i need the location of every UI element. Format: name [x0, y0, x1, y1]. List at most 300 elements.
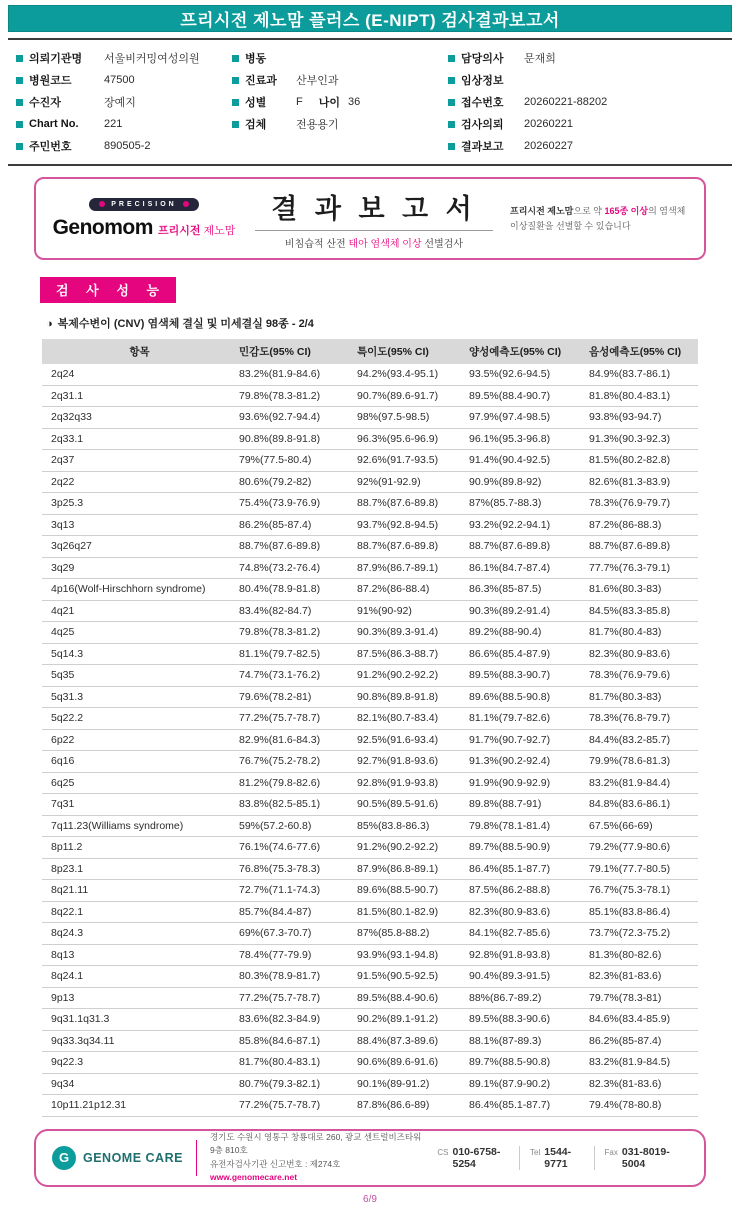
stat-cell: 96.1%(95.3-96.8): [467, 428, 587, 450]
item-name-cell: 3q13: [42, 514, 237, 536]
stat-cell: 91.3%(90.3-92.3): [587, 428, 698, 450]
stat-cell: 93.6%(92.7-94.4): [237, 407, 355, 429]
table-row: [42, 557, 698, 579]
contact-label: Fax: [604, 1147, 618, 1157]
stat-cell: 83.4%(82-84.7): [237, 600, 355, 622]
field-value: 221: [104, 118, 123, 130]
stat-cell: 90.4%(89.3-91.5): [467, 966, 587, 988]
stat-cell: 84.9%(83.7-86.1): [587, 364, 698, 385]
stat-cell: 87.8%(86.6-89): [355, 1095, 467, 1117]
field-label: 병원코드: [16, 72, 104, 88]
stat-cell: 80.3%(78.9-81.7): [237, 966, 355, 988]
stat-cell: 81.8%(80.4-83.1): [587, 385, 698, 407]
bullet-square-icon: [232, 55, 239, 62]
item-name-cell: 8q21.11: [42, 880, 237, 902]
stat-cell: 82.3%(80.9-83.6): [467, 901, 587, 923]
stat-cell: 78.3%(76.8-79.7): [587, 708, 698, 730]
stat-cell: 75.4%(73.9-76.9): [237, 493, 355, 515]
field-value: F: [296, 96, 303, 108]
stat-cell: 98%(97.5-98.5): [355, 407, 467, 429]
stat-cell: 73.7%(72.3-75.2): [587, 923, 698, 945]
stat-cell: 86.6%(85.4-87.9): [467, 643, 587, 665]
table-row: [42, 923, 698, 945]
stat-cell: 89.8%(88.7-91): [467, 794, 587, 816]
field-label: 검사의뢰: [448, 116, 524, 132]
contact-value: 010-6758-5254: [452, 1145, 501, 1170]
stat-cell: 86.4%(85.1-87.7): [467, 1095, 587, 1117]
stat-cell: 88.7%(87.6-89.8): [355, 493, 467, 515]
stat-cell: 79.6%(78.2-81): [237, 686, 355, 708]
badge-dot-icon: [99, 201, 105, 207]
stat-cell: 69%(67.3-70.7): [237, 923, 355, 945]
stat-cell: 74.7%(73.1-76.2): [237, 665, 355, 687]
address-line-1: 경기도 수원시 영통구 창룡대로 260, 광교 센트럴비즈타워 9층 810호: [209, 1132, 422, 1156]
patient-field: [16, 69, 232, 91]
table-row: [42, 686, 698, 708]
stat-cell: 88.7%(87.6-89.8): [237, 536, 355, 558]
patient-info-column-left: [16, 47, 232, 157]
stat-cell: 79.1%(77.7-80.5): [587, 858, 698, 880]
stat-cell: 89.1%(87.9-90.2): [467, 1073, 587, 1095]
header-sensitivity: 민감도(95% CI): [237, 339, 355, 364]
stat-cell: 97.9%(97.4-98.5): [467, 407, 587, 429]
performance-table: [42, 339, 698, 1117]
table-header-row: [42, 339, 698, 364]
patient-field: [232, 91, 448, 113]
stat-cell: 85%(83.8-86.3): [355, 815, 467, 837]
field-label: 의뢰기관명: [16, 50, 104, 66]
genome-care-logo: [52, 1146, 183, 1170]
bottom-group: [0, 1117, 740, 1208]
item-name-cell: 3p25.3: [42, 493, 237, 515]
stat-cell: 77.7%(76.3-79.1): [587, 557, 698, 579]
stat-cell: 81.1%(79.7-82.6): [467, 708, 587, 730]
patient-info-section: [8, 38, 732, 166]
patient-field: [16, 113, 232, 135]
footer-contacts: [427, 1146, 688, 1170]
stat-cell: 77.2%(75.7-78.7): [237, 1095, 355, 1117]
stat-cell: 88%(86.7-89.2): [467, 987, 587, 1009]
table-row: [42, 1073, 698, 1095]
stat-cell: 90.3%(89.2-91.4): [467, 600, 587, 622]
stat-cell: 82.3%(81-83.6): [587, 1073, 698, 1095]
stat-cell: 83.2%(81.9-84.5): [587, 1052, 698, 1074]
item-name-cell: 9q22.3: [42, 1052, 237, 1074]
stat-cell: 96.3%(95.6-96.9): [355, 428, 467, 450]
stat-cell: 79.2%(77.9-80.6): [587, 837, 698, 859]
cnv-note: ◑ 복제수변이 (CNV) 염색체 결실 및 미세결실 98종 - 2/4: [46, 318, 314, 330]
field-value: 36: [348, 96, 361, 108]
table-row: [42, 880, 698, 902]
field-value: 890505-2: [104, 140, 151, 152]
patient-info-column-right: [448, 47, 724, 157]
stat-cell: 88.7%(87.6-89.8): [467, 536, 587, 558]
footer-box: [34, 1129, 706, 1187]
stat-cell: 91.3%(90.2-92.4): [467, 751, 587, 773]
field-value: 20260221: [524, 118, 573, 130]
stat-cell: 92.7%(91.8-93.6): [355, 751, 467, 773]
stat-cell: 80.4%(78.9-81.8): [237, 579, 355, 601]
stat-cell: 79.9%(78.6-81.3): [587, 751, 698, 773]
stat-cell: 59%(57.2-60.8): [237, 815, 355, 837]
contact-fax: [594, 1146, 689, 1170]
stat-cell: 85.7%(84.4-87): [237, 901, 355, 923]
stat-cell: 89.5%(88.4-90.6): [355, 987, 467, 1009]
section-title-test-performance: 검 사 성 능: [40, 277, 176, 303]
genomom-logo: [50, 198, 238, 240]
patient-field: [448, 91, 724, 113]
item-name-cell: 5q14.3: [42, 643, 237, 665]
report-title: 프리시전 제노맘 플러스 (E-NIPT) 검사결과보고서: [180, 11, 560, 30]
field-label: 임상정보: [448, 72, 524, 88]
patient-field: [232, 69, 448, 91]
table-row: [42, 450, 698, 472]
banner-title-block: [238, 187, 510, 250]
item-name-cell: 7q11.23(Williams syndrome): [42, 815, 237, 837]
item-name-cell: 8q24.3: [42, 923, 237, 945]
stat-cell: 81.5%(80.1-82.9): [355, 901, 467, 923]
stat-cell: 82.9%(81.6-84.3): [237, 729, 355, 751]
item-name-cell: 9p13: [42, 987, 237, 1009]
table-row: [42, 1030, 698, 1052]
bullet-square-icon: [448, 77, 455, 84]
field-label: 담당의사: [448, 50, 524, 66]
item-name-cell: 6q25: [42, 772, 237, 794]
stat-cell: 89.6%(88.5-90.7): [355, 880, 467, 902]
stat-cell: 81.7%(80.3-83): [587, 686, 698, 708]
stat-cell: 84.6%(83.4-85.9): [587, 1009, 698, 1031]
bullet-square-icon: [448, 99, 455, 106]
patient-field: [448, 69, 724, 91]
stat-cell: 79.8%(78.3-81.2): [237, 622, 355, 644]
address-line-2: 유전자검사기관 신고번호 : 제274호: [209, 1158, 341, 1169]
stat-cell: 87.2%(86-88.4): [355, 579, 467, 601]
stat-cell: 83.2%(81.9-84.4): [587, 772, 698, 794]
field-label: 접수번호: [448, 94, 524, 110]
stat-cell: 90.9%(89.8-92): [467, 471, 587, 493]
stat-cell: 78.4%(77-79.9): [237, 944, 355, 966]
field-value: 20260227: [524, 140, 573, 152]
stat-cell: 88.1%(87-89.3): [467, 1030, 587, 1052]
stat-cell: 76.7%(75.3-78.1): [587, 880, 698, 902]
brand-wordmark: [53, 216, 236, 240]
patient-field: [232, 113, 448, 135]
field-label: 결과보고: [448, 138, 524, 154]
bullet-square-icon: [16, 55, 23, 62]
item-name-cell: 7q31: [42, 794, 237, 816]
stat-cell: 88.7%(87.6-89.8): [355, 536, 467, 558]
stat-cell: 76.1%(74.6-77.6): [237, 837, 355, 859]
field-label: 주민번호: [16, 138, 104, 154]
footer-divider: [196, 1140, 197, 1176]
table-row: [42, 471, 698, 493]
field-label: 나이: [318, 97, 340, 109]
item-name-cell: 5q22.2: [42, 708, 237, 730]
genome-care-logo-text: GENOME CARE: [83, 1150, 183, 1165]
stat-cell: 90.5%(89.5-91.6): [355, 794, 467, 816]
field-value: 전용용기: [296, 119, 339, 131]
field-label: 병동: [232, 50, 296, 66]
stat-cell: 81.2%(79.8-82.6): [237, 772, 355, 794]
stat-cell: 82.1%(80.7-83.4): [355, 708, 467, 730]
table-row: [42, 751, 698, 773]
stat-cell: 91.5%(90.5-92.5): [355, 966, 467, 988]
stat-cell: 89.7%(88.5-90.8): [467, 1052, 587, 1074]
stat-cell: 92.6%(91.7-93.5): [355, 450, 467, 472]
patient-field: [16, 91, 232, 113]
item-name-cell: 2q37: [42, 450, 237, 472]
item-name-cell: 2q31.1: [42, 385, 237, 407]
stat-cell: 88.4%(87.3-89.6): [355, 1030, 467, 1052]
stat-cell: 89.5%(88.3-90.7): [467, 665, 587, 687]
field-value: 문재희: [524, 53, 556, 65]
stat-cell: 92.8%(91.9-93.8): [355, 772, 467, 794]
stat-cell: 89.7%(88.5-90.9): [467, 837, 587, 859]
table-row: [42, 772, 698, 794]
stat-cell: 91.2%(90.2-92.2): [355, 665, 467, 687]
page-number: 6/9: [363, 1193, 377, 1205]
item-name-cell: 2q22: [42, 471, 237, 493]
field-label: 수진자: [16, 94, 104, 110]
item-name-cell: 4p16(Wolf-Hirschhorn syndrome): [42, 579, 237, 601]
stat-cell: 72.7%(71.1-74.3): [237, 880, 355, 902]
item-name-cell: 4q25: [42, 622, 237, 644]
precision-badge: [89, 198, 199, 211]
contact-value: 1544-9771: [544, 1145, 572, 1170]
stat-cell: 91.2%(90.2-92.2): [355, 837, 467, 859]
contact-tel: [519, 1146, 593, 1170]
stat-cell: 85.8%(84.6-87.1): [237, 1030, 355, 1052]
stat-cell: 79.8%(78.1-81.4): [467, 815, 587, 837]
footer-address: [210, 1131, 427, 1184]
table-row: [42, 579, 698, 601]
table-row: [42, 493, 698, 515]
table-row: [42, 600, 698, 622]
item-name-cell: 8q22.1: [42, 901, 237, 923]
stat-cell: 90.2%(89.1-91.2): [355, 1009, 467, 1031]
item-name-cell: 8q24.1: [42, 966, 237, 988]
stat-cell: 87.5%(86.3-88.7): [355, 643, 467, 665]
table-row: [42, 858, 698, 880]
field-label: Chart No.: [16, 118, 104, 130]
item-name-cell: 8q13: [42, 944, 237, 966]
bullet-square-icon: [232, 77, 239, 84]
stat-cell: 91%(90-92): [355, 600, 467, 622]
table-row: [42, 966, 698, 988]
stat-cell: 79.4%(78-80.8): [587, 1095, 698, 1117]
stat-cell: 87.5%(86.2-88.8): [467, 880, 587, 902]
patient-info-column-middle: [232, 47, 448, 157]
item-name-cell: 9q31.1q31.3: [42, 1009, 237, 1031]
table-row: [42, 536, 698, 558]
stat-cell: 87.9%(86.7-89.1): [355, 557, 467, 579]
stat-cell: 92%(91-92.9): [355, 471, 467, 493]
stat-cell: 84.4%(83.2-85.7): [587, 729, 698, 751]
table-row: [42, 794, 698, 816]
stat-cell: 78.3%(76.9-79.7): [587, 493, 698, 515]
stat-cell: 90.1%(89-91.2): [355, 1073, 467, 1095]
stat-cell: 74.8%(73.2-76.4): [237, 557, 355, 579]
item-name-cell: 8p11.2: [42, 837, 237, 859]
stat-cell: 80.7%(79.3-82.1): [237, 1073, 355, 1095]
field-label: 성별: [232, 94, 296, 110]
bullet-square-icon: [448, 55, 455, 62]
table-row: [42, 837, 698, 859]
stat-cell: 93.5%(92.6-94.5): [467, 364, 587, 385]
stat-cell: 79%(77.5-80.4): [237, 450, 355, 472]
table-row: [42, 622, 698, 644]
patient-field: [232, 47, 448, 69]
table-row: [42, 1009, 698, 1031]
item-name-cell: 6p22: [42, 729, 237, 751]
stat-cell: 82.6%(81.3-83.9): [587, 471, 698, 493]
stat-cell: 81.7%(80.4-83): [587, 622, 698, 644]
stat-cell: 77.2%(75.7-78.7): [237, 987, 355, 1009]
banner-title: 결 과 보 고 서: [271, 194, 477, 224]
stat-cell: 85.1%(83.8-86.4): [587, 901, 698, 923]
stat-cell: 93.9%(93.1-94.8): [355, 944, 467, 966]
stat-cell: 83.6%(82.3-84.9): [237, 1009, 355, 1031]
stat-cell: 67.5%(66-69): [587, 815, 698, 837]
table-row: [42, 428, 698, 450]
bullet-square-icon: [448, 143, 455, 150]
field-value: 장예지: [104, 97, 136, 109]
stat-cell: 76.7%(75.2-78.2): [237, 751, 355, 773]
field-value: 서울비커밍여성의원: [104, 53, 200, 65]
patient-field: [16, 47, 232, 69]
stat-cell: 86.2%(85-87.4): [587, 1030, 698, 1052]
item-name-cell: 6q16: [42, 751, 237, 773]
item-name-cell: 2q33.1: [42, 428, 237, 450]
report-title-bar: [8, 5, 732, 32]
stat-cell: 82.3%(80.9-83.6): [587, 643, 698, 665]
stat-cell: 93.7%(92.8-94.5): [355, 514, 467, 536]
item-name-cell: 5q35: [42, 665, 237, 687]
stat-cell: 78.3%(76.9-79.6): [587, 665, 698, 687]
table-row: [42, 514, 698, 536]
stat-cell: 83.8%(82.5-85.1): [237, 794, 355, 816]
field-label: 진료과: [232, 72, 296, 88]
item-name-cell: 9q34: [42, 1073, 237, 1095]
table-row: [42, 364, 698, 385]
stat-cell: 89.5%(88.3-90.6): [467, 1009, 587, 1031]
contact-value: 031-8019-5004: [621, 1145, 670, 1170]
stat-cell: 92.5%(91.6-93.4): [355, 729, 467, 751]
table-row: [42, 407, 698, 429]
stat-cell: 81.5%(80.2-82.8): [587, 450, 698, 472]
stat-cell: 86.3%(85-87.5): [467, 579, 587, 601]
banner-note: 프리시전 제노맘으로 약 165종 이상의 염색체 이상질환을 선별할 수 있습니다: [510, 205, 686, 231]
stat-cell: 83.2%(81.9-84.6): [237, 364, 355, 385]
stat-cell: 87%(85.8-88.2): [355, 923, 467, 945]
stat-cell: 87%(85.7-88.3): [467, 493, 587, 515]
bullet-square-icon: [16, 143, 23, 150]
stat-cell: 77.2%(75.7-78.7): [237, 708, 355, 730]
field-value: 47500: [104, 74, 135, 86]
brand-name: Genomom: [52, 215, 153, 239]
header-ppv: 양성예측도(95% CI): [467, 339, 587, 364]
stat-cell: 79.7%(78.3-81): [587, 987, 698, 1009]
table-row: [42, 1052, 698, 1074]
stat-cell: 89.5%(88.4-90.7): [467, 385, 587, 407]
bullet-square-icon: [232, 99, 239, 106]
stat-cell: 89.2%(88-90.4): [467, 622, 587, 644]
stat-cell: 81.7%(80.4-83.1): [237, 1052, 355, 1074]
table-row: [42, 944, 698, 966]
bullet-square-icon: [16, 77, 23, 84]
item-name-cell: 2q24: [42, 364, 237, 385]
stat-cell: 87.9%(86.8-89.1): [355, 858, 467, 880]
table-row: [42, 665, 698, 687]
item-name-cell: 3q29: [42, 557, 237, 579]
contact-label: CS: [437, 1147, 449, 1157]
stat-cell: 76.8%(75.3-78.3): [237, 858, 355, 880]
field-value: 20260221-88202: [524, 96, 608, 108]
item-name-cell: 9q33.3q34.11: [42, 1030, 237, 1052]
stat-cell: 84.1%(82.7-85.6): [467, 923, 587, 945]
item-name-cell: 2q32q33: [42, 407, 237, 429]
result-report-banner: [34, 177, 706, 260]
stat-cell: 91.9%(90.9-92.9): [467, 772, 587, 794]
stat-cell: 86.4%(85.1-87.7): [467, 858, 587, 880]
item-name-cell: 10p11.21p12.31: [42, 1095, 237, 1117]
banner-subtitle: 비침습적 산전 태아 염색체 이상 선별검사: [255, 230, 493, 250]
table-row: [42, 643, 698, 665]
bullet-square-icon: [448, 121, 455, 128]
stat-cell: 94.2%(93.4-95.1): [355, 364, 467, 385]
brand-korean: 프리시전 제노맘: [157, 224, 236, 237]
stat-cell: 91.4%(90.4-92.5): [467, 450, 587, 472]
patient-field: [448, 47, 724, 69]
field-value: 산부인과: [296, 75, 339, 87]
table-row: [42, 987, 698, 1009]
bullet-square-icon: [16, 99, 23, 106]
table-row: [42, 901, 698, 923]
table-row: [42, 729, 698, 751]
stat-cell: 90.3%(89.3-91.4): [355, 622, 467, 644]
item-name-cell: 4q21: [42, 600, 237, 622]
table-row: [42, 815, 698, 837]
header-specificity: 특이도(95% CI): [355, 339, 467, 364]
stat-cell: 84.5%(83.3-85.8): [587, 600, 698, 622]
stat-cell: 84.8%(83.6-86.1): [587, 794, 698, 816]
header-item: 항목: [42, 339, 237, 364]
stat-cell: 81.6%(80.3-83): [587, 579, 698, 601]
website-url: www.genomecare.net: [209, 1171, 298, 1182]
stat-cell: 90.7%(89.6-91.7): [355, 385, 467, 407]
item-name-cell: 8p23.1: [42, 858, 237, 880]
stat-cell: 93.2%(92.2-94.1): [467, 514, 587, 536]
table-row: [42, 1095, 698, 1117]
stat-cell: 82.3%(81-83.6): [587, 966, 698, 988]
stat-cell: 92.8%(91.8-93.8): [467, 944, 587, 966]
stat-cell: 88.7%(87.6-89.8): [587, 536, 698, 558]
stat-cell: 93.8%(93-94.7): [587, 407, 698, 429]
stat-cell: 79.8%(78.3-81.2): [237, 385, 355, 407]
header-npv: 음성예측도(95% CI): [587, 339, 698, 364]
field-label: 검체: [232, 116, 296, 132]
contact-label: Tel: [530, 1147, 541, 1157]
badge-dot-icon: [183, 201, 189, 207]
bullet-square-icon: [16, 121, 23, 128]
stat-cell: 86.1%(84.7-87.4): [467, 557, 587, 579]
stat-cell: 90.8%(89.8-91.8): [237, 428, 355, 450]
stat-cell: 81.3%(80-82.6): [587, 944, 698, 966]
table-row: [42, 708, 698, 730]
half-circle-bullet-icon: ◑: [46, 318, 53, 330]
stat-cell: 90.6%(89.6-91.6): [355, 1052, 467, 1074]
item-name-cell: 3q26q27: [42, 536, 237, 558]
